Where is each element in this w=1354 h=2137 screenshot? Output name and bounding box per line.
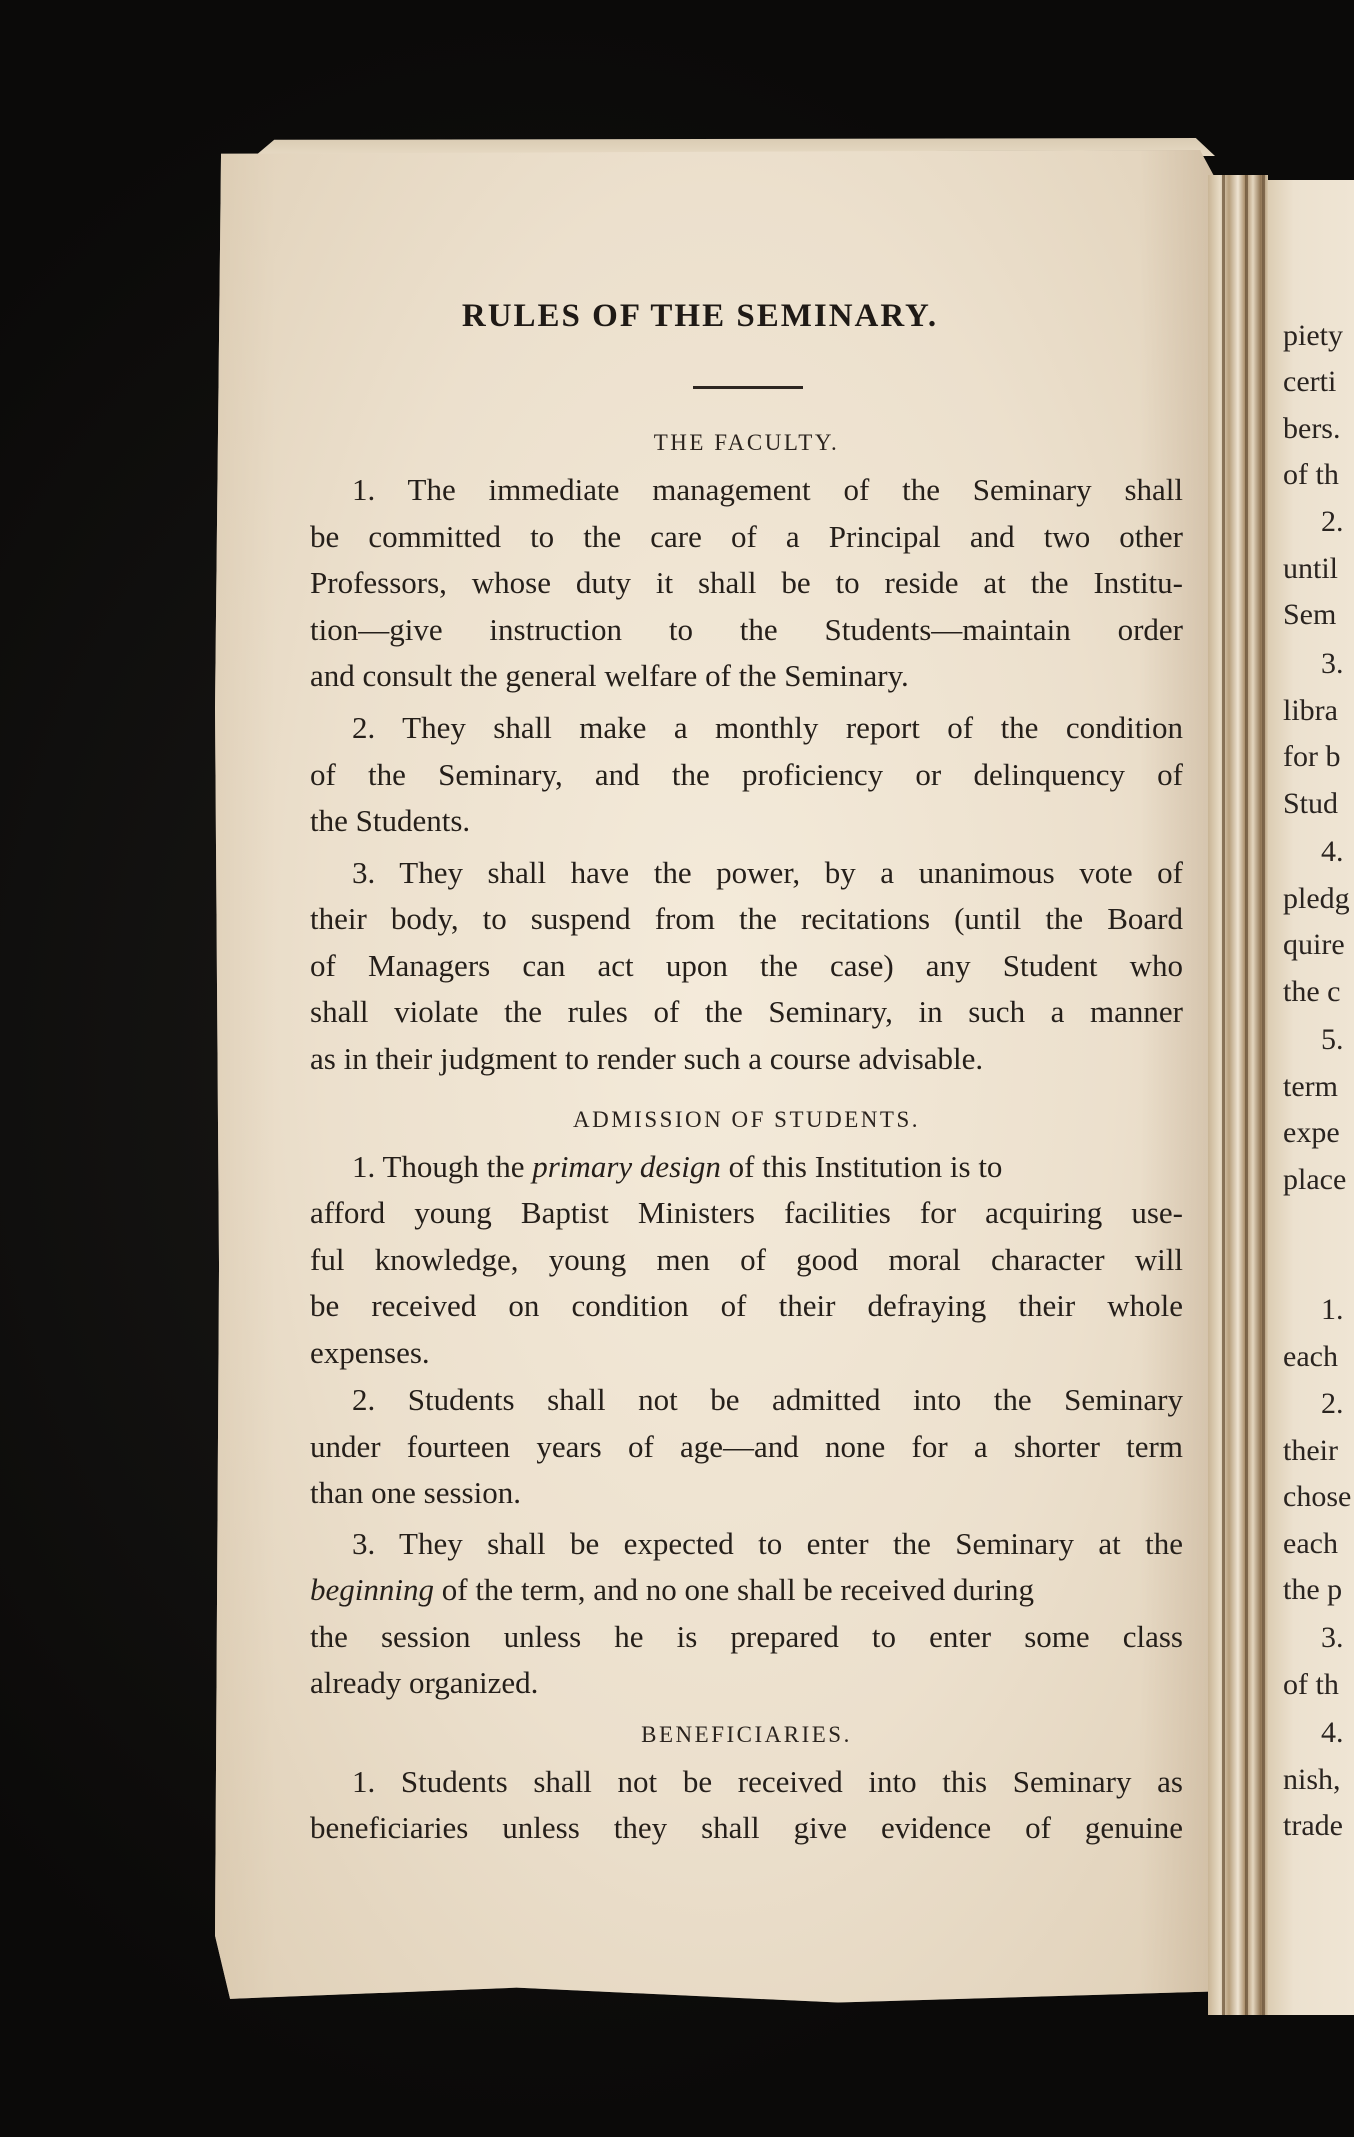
gutter-line (1222, 175, 1225, 2015)
facing-fragment: for b (1283, 740, 1341, 773)
facing-fragment: 3. (1321, 647, 1344, 680)
text-line: 3. They shall have the power, by a unanimous vote of (352, 855, 1183, 890)
facing-fragment: place (1283, 1163, 1347, 1196)
text-line: the session unless he is prepared to enter some class (310, 1619, 1183, 1654)
facing-fragment: 3. (1321, 1621, 1344, 1654)
facing-fragment: quire (1283, 928, 1345, 961)
facing-fragment: nish, (1283, 1763, 1341, 1796)
facing-fragment: expe (1283, 1116, 1340, 1149)
facing-fragment: term (1283, 1070, 1338, 1103)
page-title: RULES OF THE SEMINARY. (461, 298, 939, 334)
text-line: 2. They shall make a monthly report of the condition (352, 710, 1183, 745)
text-line: the Students. (310, 803, 471, 838)
facing-fragment: certi (1283, 365, 1337, 398)
gutter-line (1262, 175, 1265, 2015)
text-line: be committed to the care of a Principal and two other (310, 519, 1183, 554)
text-line: 1. Students shall not be received into this Seminary as (352, 1764, 1183, 1799)
text-line: of Managers can act upon the case) any Student who (310, 948, 1183, 983)
title-divider (693, 386, 803, 389)
facing-fragment: chose (1283, 1480, 1352, 1513)
text-line: 3. They shall be expected to enter the Seminary at the (352, 1526, 1183, 1561)
facing-fragment: 1. (1321, 1293, 1344, 1326)
gutter-line (1245, 175, 1248, 2015)
facing-fragment: 2. (1321, 1387, 1344, 1420)
italic-text: beginning (310, 1572, 434, 1607)
text-line: expenses. (310, 1335, 430, 1370)
facing-fragment: trade (1283, 1809, 1343, 1842)
facing-fragment: of th (1283, 458, 1339, 491)
text-span: 1. Though the (352, 1149, 533, 1184)
text-line: of the Seminary, and the proficiency or delinquency of (310, 757, 1183, 792)
italic-text: primary design (532, 1149, 721, 1184)
section-heading-beneficiaries: BENEFICIARIES. (641, 1722, 852, 1747)
text-span: of this Institution is to (720, 1149, 1003, 1184)
facing-fragment: each (1283, 1340, 1338, 1373)
facing-fragment: until (1283, 552, 1339, 585)
facing-fragment: 4. (1321, 835, 1344, 868)
facing-fragment: the p (1283, 1573, 1343, 1606)
facing-fragment: piety (1283, 319, 1343, 352)
text-line: ful knowledge, young men of good moral character will (310, 1242, 1183, 1277)
book-gutter (1208, 175, 1268, 2015)
text-line (310, 1570, 1183, 1610)
facing-fragment: their (1283, 1434, 1338, 1467)
text-line: already organized. (310, 1665, 539, 1700)
text-line: be received on condition of their defraying their whole (310, 1288, 1183, 1323)
facing-fragment: bers. (1283, 412, 1341, 445)
facing-page-text (1283, 0, 1354, 2137)
facing-fragment: Stud (1283, 787, 1339, 820)
facing-fragment: 4. (1321, 1716, 1344, 1749)
text-line: Professors, whose duty it shall be to reside at the Institu- (310, 565, 1183, 600)
facing-fragment: of th (1283, 1668, 1339, 1701)
facing-fragment: pledg (1283, 882, 1350, 915)
text-line: afford young Baptist Ministers facilities for acquiring use- (310, 1195, 1183, 1230)
text-line: shall violate the rules of the Seminary, in such a manner (310, 994, 1183, 1029)
facing-fragment: 5. (1321, 1023, 1344, 1056)
text-span: of the term, and no one shall be received during (434, 1572, 1034, 1607)
text-line: 2. Students shall not be admitted into the Seminary (352, 1382, 1183, 1417)
section-heading-admission: ADMISSION OF STUDENTS. (572, 1107, 920, 1132)
facing-fragment: the c (1283, 975, 1341, 1008)
text-line: under fourteen years of age—and none for a shorter term (310, 1429, 1183, 1464)
text-line: than one session. (310, 1475, 521, 1510)
text-line: 1. The immediate management of the Seminary shall (352, 472, 1183, 507)
text-line (352, 1147, 1183, 1187)
facing-fragment: 2. (1321, 505, 1344, 538)
section-heading-faculty: THE FACULTY. (653, 430, 840, 455)
text-line: as in their judgment to render such a course advisable. (310, 1041, 984, 1076)
text-line: their body, to suspend from the recitations (until the Board (310, 901, 1183, 936)
text-line: tion—give instruction to the Students—maintain order (310, 612, 1183, 647)
text-line: and consult the general welfare of the Seminary. (310, 658, 909, 693)
text-line: beneficiaries unless they shall give evidence of genuine (310, 1810, 1183, 1845)
facing-fragment: libra (1283, 694, 1338, 727)
facing-fragment: Sem (1283, 598, 1337, 631)
facing-fragment: each (1283, 1527, 1338, 1560)
